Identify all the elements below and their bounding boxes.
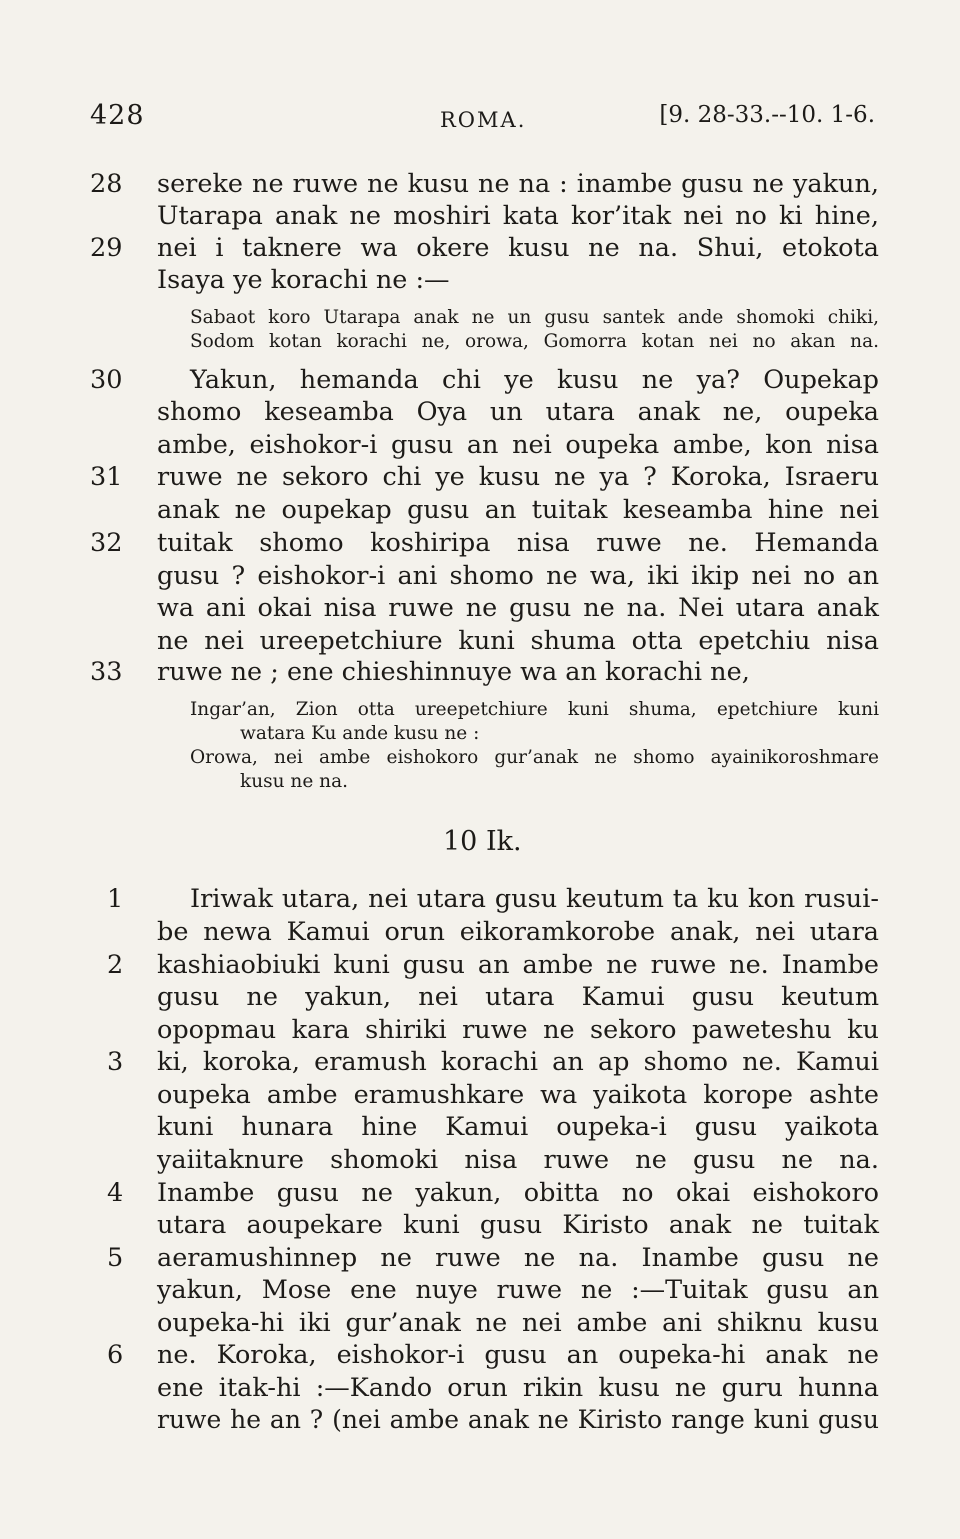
verse-number: 33 bbox=[90, 657, 123, 687]
text-line: gusu ? eishokor-i ani shomo ne wa, iki ikip nei no an bbox=[157, 561, 879, 591]
quotation-line: Sodom kotan korachi ne, orowa, Gomorra kotan nei no akan na. bbox=[190, 331, 879, 352]
text-line: ne. Koroka, eishokor-i gusu an oupeka-hi anak ne bbox=[157, 1340, 879, 1370]
text-line: tuitak shomo koshiripa nisa ruwe ne. Hemanda bbox=[157, 528, 879, 558]
chapter-heading: 10 Ik. bbox=[443, 826, 522, 857]
text-line: ruwe he an ? (nei ambe anak ne Kiristo range kuni gusu bbox=[157, 1405, 879, 1434]
verse-number: 32 bbox=[90, 528, 123, 558]
text-line: oupeka-hi iki gur’anak ne nei ambe ani shiknu kusu bbox=[157, 1308, 879, 1338]
running-header bbox=[90, 100, 875, 140]
quotation-line: Sabaot koro Utarapa anak ne un gusu santek ande shomoki chiki, bbox=[190, 307, 879, 328]
quotation-line: kusu ne na. bbox=[240, 771, 348, 792]
verse-number: 1 bbox=[107, 884, 124, 914]
verse-number: 29 bbox=[90, 233, 123, 263]
text-line: Inambe gusu ne yakun, obitta no okai eishokoro bbox=[157, 1178, 879, 1208]
text-line: ki, koroka, eramush korachi an ap shomo ne. Kamui bbox=[157, 1047, 879, 1077]
page-number: 428 bbox=[90, 100, 145, 131]
text-line: ambe, eishokor-i gusu an nei oupeka ambe, kon nisa bbox=[157, 430, 879, 460]
text-line: sereke ne ruwe ne kusu ne na : inambe gusu ne yakun, bbox=[157, 169, 879, 199]
quotation-line: Orowa, nei ambe eishokoro gur’anak ne shomo ayainikoroshmare bbox=[190, 747, 879, 768]
text-line: Utarapa anak ne moshiri kata kor’itak nei no ki hine, bbox=[157, 201, 879, 231]
verse-number: 31 bbox=[90, 462, 123, 492]
quotation-line: Ingar’an, Zion otta ureepetchiure kuni shuma, epetchiure kuni bbox=[190, 699, 879, 720]
text-line: gusu ne yakun, nei utara Kamui gusu keutum bbox=[157, 982, 879, 1012]
text-line: yakun, Mose ene nuye ruwe ne :—Tuitak gusu an bbox=[157, 1275, 879, 1305]
verse-number: 3 bbox=[107, 1047, 124, 1077]
text-line: kashiaobiuki kuni gusu an ambe ne ruwe ne. Inambe bbox=[157, 950, 879, 980]
verse-number: 30 bbox=[90, 365, 123, 395]
text-line: ne nei ureepetchiure kuni shuma otta epetchiu nisa bbox=[157, 626, 879, 656]
text-line: anak ne oupekap gusu an tuitak keseamba hine nei bbox=[157, 495, 879, 525]
text-line: Isaya ye korachi ne :— bbox=[157, 265, 450, 295]
text-line: ruwe ne ; ene chieshinnuye wa an korachi ne, bbox=[157, 657, 750, 687]
running-title: ROMA. bbox=[440, 108, 527, 132]
chapter-verse-reference: [9. 28-33.--10. 1-6. bbox=[659, 102, 875, 128]
text-line: aeramushinnep ne ruwe ne na. Inambe gusu ne bbox=[157, 1243, 879, 1273]
text-line: nei i taknere wa okere kusu ne na. Shui, etokota bbox=[157, 233, 879, 263]
text-line: Iriwak utara, nei utara gusu keutum ta ku kon rusui- bbox=[190, 884, 879, 914]
quotation-line: watara Ku ande kusu ne : bbox=[240, 723, 480, 744]
text-line: utara aoupekare kuni gusu Kiristo anak ne tuitak bbox=[157, 1210, 879, 1240]
text-line: Yakun, hemanda chi ye kusu ne ya? Oupekap bbox=[190, 365, 879, 395]
verse-number: 4 bbox=[107, 1178, 124, 1208]
verse-number: 5 bbox=[107, 1243, 124, 1273]
text-line: shomo keseamba Oya un utara anak ne, oupeka bbox=[157, 397, 879, 427]
verse-number: 6 bbox=[107, 1340, 124, 1370]
text-line: yaiitaknure shomoki nisa ruwe ne gusu ne na. bbox=[157, 1145, 879, 1175]
text-line: opopmau kara shiriki ruwe ne sekoro paweteshu ku bbox=[157, 1015, 879, 1045]
text-line: oupeka ambe eramushkare wa yaikota korope ashte bbox=[157, 1080, 879, 1110]
text-line: wa ani okai nisa ruwe ne gusu ne na. Nei utara anak bbox=[157, 593, 879, 623]
verse-number: 28 bbox=[90, 169, 123, 199]
verse-number: 2 bbox=[107, 950, 124, 980]
text-line: be newa Kamui orun eikoramkorobe anak, nei utara bbox=[157, 917, 879, 947]
text-line: ene itak-hi :—Kando orun rikin kusu ne guru hunna bbox=[157, 1373, 879, 1403]
text-line: kuni hunara hine Kamui oupeka-i gusu yaikota bbox=[157, 1112, 879, 1142]
text-line: ruwe ne sekoro chi ye kusu ne ya ? Koroka, Israeru bbox=[157, 462, 879, 492]
